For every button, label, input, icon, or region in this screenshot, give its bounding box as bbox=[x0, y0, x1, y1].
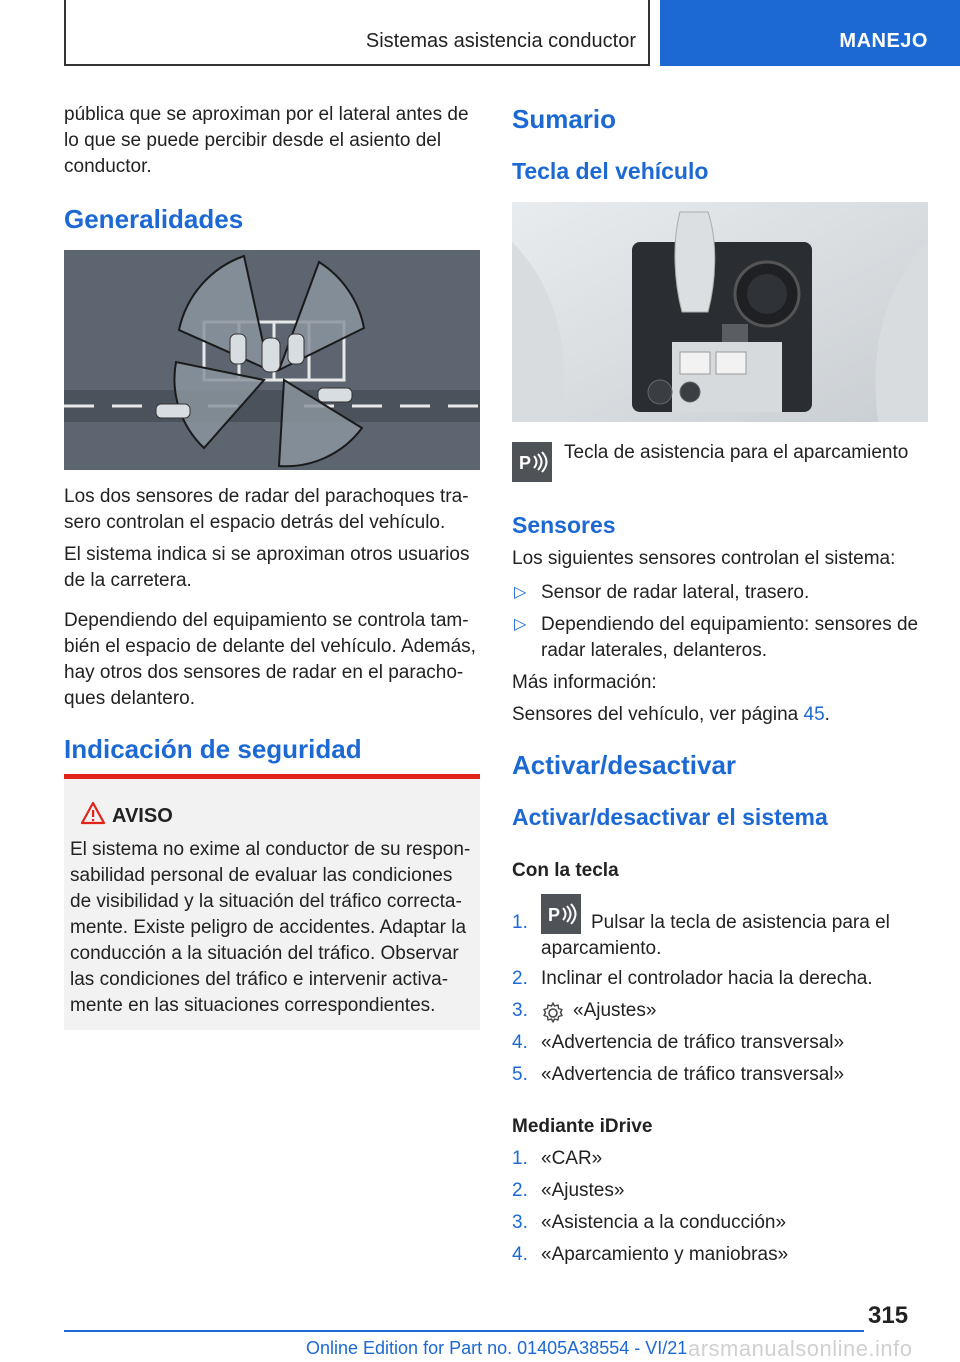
section-label: MANEJO bbox=[839, 30, 928, 52]
step-text: «Ajustes» bbox=[541, 1180, 625, 1201]
gear-icon bbox=[541, 1001, 565, 1025]
parking-assistant-key-icon bbox=[512, 442, 552, 482]
heading-sensores: Sensores bbox=[512, 512, 616, 538]
step-number: 4. bbox=[512, 1032, 528, 1053]
page-link-45[interactable]: 45 bbox=[803, 704, 825, 725]
intro-paragraph: pública que se aproximan por el lateral antes de lo que se puede percibir desde el asiento del conductor. bbox=[64, 104, 469, 177]
step-number: 2. bbox=[512, 968, 528, 989]
edition-footer: Online Edition for Part no. 01405A38554 - VI/21 bbox=[306, 1338, 688, 1358]
header-section-tab[interactable] bbox=[660, 0, 960, 66]
step-number: 1. bbox=[512, 1148, 528, 1169]
step-text: «Aparcamiento y maniobras» bbox=[541, 1244, 789, 1265]
step-text: Inclinar el controlador hacia la derecha. bbox=[541, 968, 873, 989]
bullet-triangle-icon: ▷ bbox=[514, 584, 527, 601]
paragraph-indica: El sistema indica si se aproximan otros usuarios de la carretera. bbox=[64, 544, 470, 591]
mas-informacion-label: Más información: bbox=[512, 672, 657, 693]
header-chapter-box bbox=[64, 0, 650, 66]
step-text: Pulsar la tecla de asistencia para el aparcamiento. bbox=[541, 912, 890, 959]
heading-tecla-vehiculo: Tecla del vehículo bbox=[512, 158, 709, 184]
parking-key-glyph bbox=[512, 442, 552, 482]
sensor-item-1: Sensor de radar lateral, trasero. bbox=[541, 582, 810, 603]
radar-coverage-illustration bbox=[64, 250, 480, 470]
step-text: «Advertencia de tráfico transversal» bbox=[541, 1032, 845, 1053]
step-number: 3. bbox=[512, 1212, 528, 1233]
step-text: «Ajustes» bbox=[573, 1000, 657, 1021]
svg-text:P: P bbox=[548, 905, 561, 925]
warning-text: El sistema no exime al conductor de su responsabilidad personal de evaluar las condiciones de visibilidad y la situación del tráfico correctamente. Existe peligro de accidentes. Adaptar la conducción a la situación del tráfico. Observar las condiciones del tráfico e intervenir activamente en las situaciones correspondientes. bbox=[70, 839, 471, 1016]
radar-diagram-svg bbox=[64, 250, 480, 470]
watermark: arsmanualsonline.info bbox=[688, 1336, 913, 1361]
paragraph-equipamiento: Dependiendo del equipamiento se controla también el espacio de delante del vehículo. Además, hay otros dos sensores de radar en el parachoques delantero. bbox=[64, 610, 476, 709]
center-console-photo bbox=[512, 202, 928, 422]
heading-activar-sistema: Activar/desactivar el sistema bbox=[512, 804, 828, 830]
sensores-intro: Los siguientes sensores controlan el sistema: bbox=[512, 548, 896, 569]
warning-triangle-icon bbox=[80, 801, 106, 825]
reference-text: Sensores del vehículo, ver página bbox=[512, 704, 804, 725]
heading-seguridad: Indicación de seguridad bbox=[64, 734, 362, 764]
step-text: «CAR» bbox=[541, 1148, 603, 1169]
heading-activar: Activar/desactivar bbox=[512, 750, 737, 780]
tecla-caption: Tecla de asistencia para el aparcamiento bbox=[564, 442, 909, 463]
step-number: 2. bbox=[512, 1180, 528, 1201]
step-number: 5. bbox=[512, 1064, 528, 1085]
page-number: 315 bbox=[868, 1302, 909, 1329]
reference-line bbox=[512, 702, 928, 728]
step-number: 4. bbox=[512, 1244, 528, 1265]
chapter-title: Sistemas asistencia conductor bbox=[365, 30, 636, 52]
reference-end: . bbox=[824, 704, 830, 725]
heading-generalidades: Generalidades bbox=[64, 204, 244, 234]
svg-text:P: P bbox=[519, 453, 532, 473]
bullet-triangle-icon: ▷ bbox=[514, 616, 527, 633]
step-number: 3. bbox=[512, 1000, 528, 1021]
heading-idrive: Mediante iDrive bbox=[512, 1116, 653, 1137]
heading-con-tecla: Con la tecla bbox=[512, 860, 619, 881]
warning-title: AVISO bbox=[112, 805, 173, 827]
console-photo-svg bbox=[512, 202, 928, 422]
footer-divider bbox=[64, 1330, 864, 1332]
step-number: 1. bbox=[512, 912, 528, 933]
sensor-item-2: Dependiendo del equipamiento: sensores de radar laterales, delanteros. bbox=[541, 614, 919, 661]
warning-box bbox=[64, 774, 480, 1030]
heading-sumario: Sumario bbox=[512, 104, 617, 134]
step-text: «Advertencia de tráfico transversal» bbox=[541, 1064, 845, 1085]
paragraph-sensores-traseros: Los dos sensores de radar del parachoques trasero controlan el espacio detrás del vehículo. bbox=[64, 486, 469, 533]
step-text: «Asistencia a la conducción» bbox=[541, 1212, 787, 1233]
